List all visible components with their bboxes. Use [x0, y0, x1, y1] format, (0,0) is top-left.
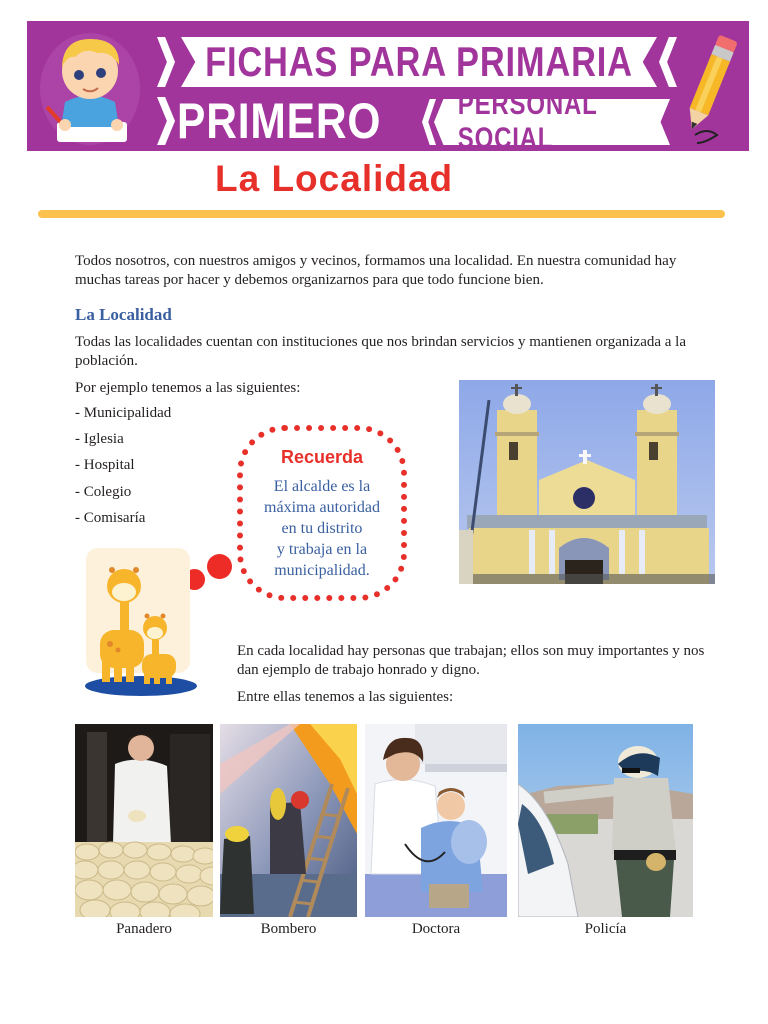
- list-item: - Colegio: [75, 483, 132, 500]
- banner-ribbon-top: [157, 35, 681, 89]
- callout-body: El alcalde es la máxima autoridad en tu distrito y trabaja en la municipalidad.: [264, 478, 380, 579]
- grade-label: PRIMERO: [177, 93, 382, 149]
- institutions-list: [75, 404, 171, 535]
- example-intro: Por ejemplo tenemos a las siguientes:: [75, 380, 301, 396]
- chevron-left-icon: [659, 37, 677, 87]
- baker-photo: [75, 724, 213, 917]
- workers-intro: Entre ellas tenemos a las siguientes:: [237, 689, 454, 705]
- worker-caption: Doctora: [411, 921, 461, 937]
- section-heading: La Localidad: [75, 305, 172, 324]
- boy-writing-illustration: [35, 27, 145, 147]
- list-item: - Hospital: [75, 457, 135, 474]
- worker-caption: Panadero: [116, 921, 172, 937]
- header-banner: [27, 21, 749, 155]
- banner-title: FICHAS PARA PRIMARIA: [205, 38, 633, 85]
- list-item: - Iglesia: [75, 431, 124, 448]
- giraffe-illustration: [82, 548, 200, 698]
- pencil-illustration: [677, 27, 743, 147]
- doctor-photo: [365, 724, 507, 917]
- title-underline: [38, 210, 725, 218]
- firefighter-photo: [220, 724, 357, 917]
- intro-paragraph: Todos nosotros, con nuestros amigos y vecinos, formamos una localidad. En nuestra comunidad hay muchas tareas por hacer y debemos organizarnos para que todo funcione bien.: [75, 253, 677, 288]
- chevron-left-icon: [422, 99, 436, 145]
- police-officer-photo: [518, 724, 693, 917]
- list-item: - Comisaría: [75, 509, 146, 526]
- recuerda-callout: [237, 425, 407, 601]
- banner-ribbon-bottom: [422, 88, 672, 155]
- callout-title: Recuerda: [280, 447, 364, 467]
- subject-label: PERSONAL SOCIAL: [457, 88, 598, 155]
- worker-caption: Policía: [584, 921, 627, 937]
- chevron-right-icon: [157, 97, 175, 145]
- section-paragraph: Todas las localidades cuentan con instituciones que nos brindan servicios y mantienen organizada a la población.: [75, 334, 686, 369]
- worker-caption: Bombero: [260, 921, 317, 937]
- page-title: La Localidad: [215, 158, 454, 199]
- workers-paragraph: En cada localidad hay personas que trabajan; ellos son muy importantes y nos dan ejemplo de trabajo honrado y digno.: [237, 643, 705, 678]
- chevron-right-icon: [157, 37, 175, 87]
- list-item: - Municipalidad: [75, 405, 172, 421]
- thought-bubble-dot: [207, 554, 232, 579]
- cathedral-photo: [459, 380, 715, 584]
